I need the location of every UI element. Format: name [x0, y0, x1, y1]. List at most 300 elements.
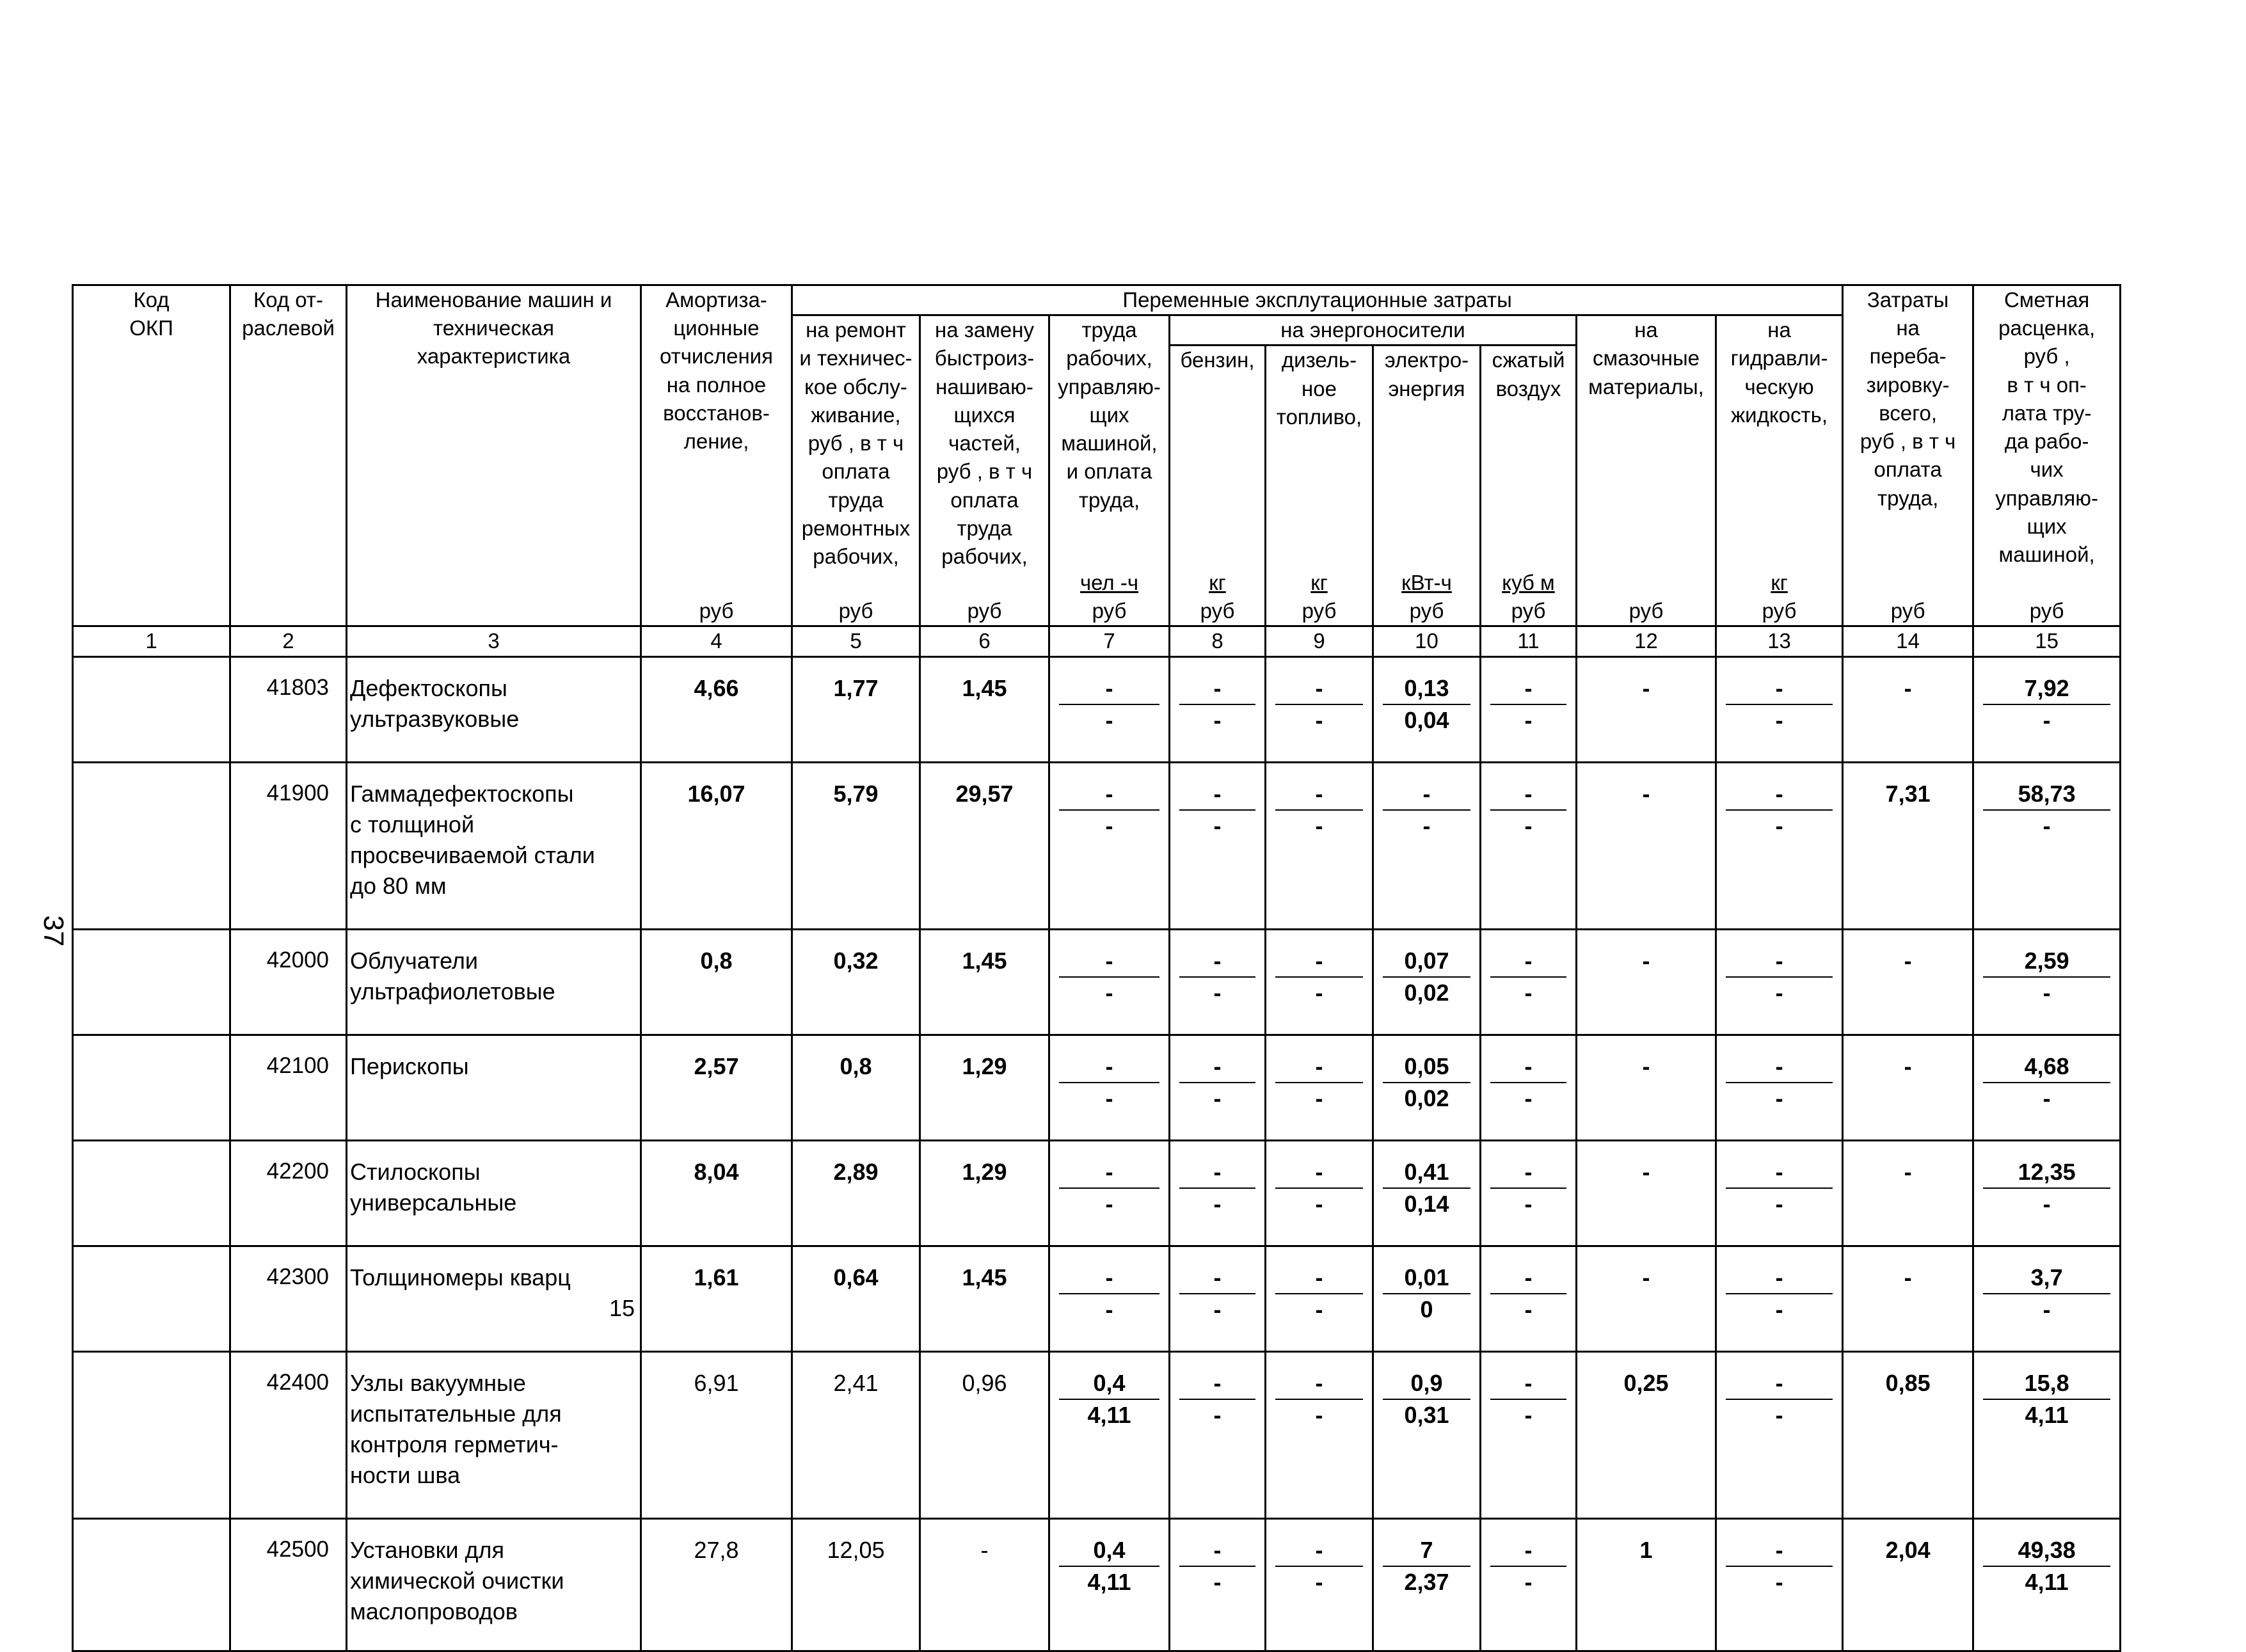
value-main: - [1179, 1157, 1255, 1189]
value-pair [1484, 1051, 1573, 1114]
colnum: 1 [73, 626, 230, 656]
value-pair [1376, 946, 1477, 1008]
header-energy: на энергоносители [1170, 315, 1577, 345]
repair-cell: 5,79 [792, 779, 920, 930]
value-labor: - [1524, 812, 1533, 839]
value-main: - [1275, 1535, 1363, 1567]
labor-cell [1049, 1051, 1170, 1141]
value-pair [1269, 673, 1369, 736]
row-spacer [73, 656, 2121, 673]
value-main: - [1275, 946, 1363, 978]
petrol-cell [1170, 673, 1266, 763]
colnum: 12 [1577, 626, 1716, 656]
estimate-rate-cell [1973, 1262, 2121, 1352]
value-labor: - [1213, 1568, 1222, 1595]
value-pair [1269, 779, 1369, 841]
diesel-cell [1266, 1157, 1373, 1246]
value-main: - [1059, 1051, 1159, 1083]
value-labor: - [1105, 1190, 1113, 1217]
branch-code-cell: 41803 [230, 673, 347, 763]
value-main: 0,41 [1383, 1157, 1470, 1189]
value-pair [1173, 946, 1262, 1008]
value-labor: - [1775, 1401, 1783, 1428]
value-labor: - [1524, 1190, 1533, 1217]
branch-code-cell: 42100 [230, 1051, 347, 1141]
repair-cell: 1,77 [792, 673, 920, 763]
compressed-air-cell [1481, 1262, 1577, 1352]
value-pair [1269, 1262, 1369, 1325]
diesel-cell [1266, 1535, 1373, 1651]
value-pair [1269, 946, 1369, 1008]
value-labor: - [1315, 1568, 1323, 1595]
colnum: 14 [1843, 626, 1973, 656]
lubricants-cell: - [1577, 1051, 1716, 1141]
value-labor: - [1105, 812, 1113, 839]
header-variable-costs: Переменные эксплутационные затраты [792, 285, 1843, 315]
hydraulic-cell [1716, 1368, 1843, 1519]
value-pair [1173, 1535, 1262, 1598]
value-pair [1484, 673, 1573, 736]
value-labor: - [1105, 1296, 1113, 1322]
value-pair [1977, 946, 2117, 1008]
colnum: 6 [920, 626, 1049, 656]
value-labor: 4,11 [1087, 1401, 1131, 1428]
value-pair [1376, 1262, 1477, 1325]
value-main: 0,01 [1383, 1262, 1470, 1294]
value-pair [1053, 673, 1166, 736]
value-pair [1053, 1368, 1166, 1431]
value-labor: - [1315, 1296, 1323, 1322]
value-main: - [1490, 1368, 1566, 1400]
value-main: - [1275, 1051, 1363, 1083]
value-labor: - [1315, 812, 1323, 839]
value-pair [1484, 1157, 1573, 1219]
value-labor: 0,04 [1404, 706, 1449, 733]
value-labor: - [1213, 1401, 1222, 1428]
labor-cell [1049, 673, 1170, 763]
branch-code-cell: 42300 [230, 1262, 347, 1352]
value-labor: - [1315, 1401, 1323, 1428]
row-spacer [73, 1351, 2121, 1368]
amortization-cell: 1,61 [641, 1262, 792, 1352]
value-pair [1977, 1535, 2117, 1598]
value-main: 7,92 [1983, 673, 2110, 705]
okp-code-cell [73, 946, 230, 1035]
rebasing-cell: - [1843, 1157, 1973, 1246]
value-labor: - [2043, 812, 2051, 839]
value-labor: - [1524, 1296, 1533, 1322]
parts-cell: 1,29 [920, 1157, 1049, 1246]
value-main: - [1726, 946, 1833, 978]
compressed-air-cell [1481, 1368, 1577, 1519]
value-pair [1719, 1262, 1839, 1325]
row-spacer [73, 1140, 2121, 1157]
value-labor: - [1315, 979, 1323, 1006]
estimate-rate-cell [1973, 1535, 2121, 1651]
header-electricity: электро- энергия кВт-ч руб [1373, 345, 1481, 626]
value-labor: - [1524, 706, 1533, 733]
value-labor: - [1524, 1568, 1533, 1595]
value-labor: - [1315, 1084, 1323, 1111]
value-pair [1053, 946, 1166, 1008]
header-compressed-air: сжатый воздух куб м руб [1481, 345, 1577, 626]
header-estimate-rate: Сметная расценка, руб , в т ч оп- лата тру- да рабо- чих управляю- щих машиной, руб [1973, 285, 2121, 626]
value-main: - [1179, 673, 1255, 705]
parts-cell: 29,57 [920, 779, 1049, 930]
row-spacer [73, 1035, 2121, 1051]
amortization-cell: 27,8 [641, 1535, 792, 1651]
value-main: - [1179, 946, 1255, 978]
value-pair [1269, 1535, 1369, 1598]
hydraulic-cell [1716, 1262, 1843, 1352]
value-labor: - [2043, 1296, 2051, 1322]
repair-cell: 0,64 [792, 1262, 920, 1352]
value-pair [1719, 673, 1839, 736]
table-row [73, 1262, 2121, 1352]
value-labor: - [1775, 1190, 1783, 1217]
value-pair [1053, 1051, 1166, 1114]
labor-cell [1049, 1262, 1170, 1352]
value-main: - [1726, 1535, 1833, 1567]
value-pair [1173, 1368, 1262, 1431]
value-main: - [1059, 673, 1159, 705]
value-main: - [1490, 673, 1566, 705]
value-pair [1173, 673, 1262, 736]
diesel-cell [1266, 1262, 1373, 1352]
parts-cell: 0,96 [920, 1368, 1049, 1519]
value-labor: - [1105, 1084, 1113, 1111]
petrol-cell [1170, 1051, 1266, 1141]
value-pair [1719, 779, 1839, 841]
value-pair [1484, 1262, 1573, 1325]
value-main: - [1275, 779, 1363, 811]
amortization-cell: 0,8 [641, 946, 792, 1035]
parts-cell: - [920, 1535, 1049, 1651]
repair-cell: 0,32 [792, 946, 920, 1035]
lubricants-cell: - [1577, 1262, 1716, 1352]
value-main: - [1275, 673, 1363, 705]
value-pair [1484, 1368, 1573, 1431]
value-main: - [1179, 1368, 1255, 1400]
value-labor: 0,14 [1404, 1190, 1449, 1217]
colnum: 8 [1170, 626, 1266, 656]
hydraulic-cell [1716, 1051, 1843, 1141]
compressed-air-cell [1481, 1051, 1577, 1141]
petrol-cell [1170, 946, 1266, 1035]
parts-cell: 1,29 [920, 1051, 1049, 1141]
value-pair [1053, 1535, 1166, 1598]
rebasing-cell: - [1843, 673, 1973, 763]
amortization-cell: 2,57 [641, 1051, 792, 1141]
value-main: 7 [1383, 1535, 1470, 1567]
value-main: - [1383, 779, 1470, 811]
table-row [73, 1368, 2121, 1519]
header-branch-code: Код от- раслевой [230, 285, 347, 626]
value-main: 0,05 [1383, 1051, 1470, 1083]
value-pair [1719, 1368, 1839, 1431]
value-main: - [1179, 779, 1255, 811]
diesel-cell [1266, 779, 1373, 930]
branch-code-cell: 42200 [230, 1157, 347, 1246]
machine-name-cell: Перископы [347, 1051, 641, 1141]
machine-name-cell: Установки для химической очистки маслопроводов [347, 1535, 641, 1651]
table-row [73, 1051, 2121, 1141]
petrol-cell [1170, 1157, 1266, 1246]
value-labor: 4,11 [2025, 1568, 2069, 1595]
value-main: 58,73 [1983, 779, 2110, 811]
value-pair [1053, 1157, 1166, 1219]
rebasing-cell: - [1843, 946, 1973, 1035]
value-pair [1977, 1051, 2117, 1114]
value-labor: - [1524, 979, 1533, 1006]
value-labor: - [1105, 979, 1113, 1006]
value-main: - [1726, 1157, 1833, 1189]
header-petrol: бензин, кг руб [1170, 345, 1266, 626]
compressed-air-cell [1481, 1535, 1577, 1651]
compressed-air-cell [1481, 673, 1577, 763]
value-labor: - [1422, 812, 1431, 839]
value-pair [1977, 1157, 2117, 1219]
repair-cell: 0,8 [792, 1051, 920, 1141]
value-labor: - [1213, 979, 1222, 1006]
value-main: - [1726, 673, 1833, 705]
electricity-cell [1373, 779, 1481, 930]
header-hydraulic: на гидравли- ческую жидкость, кг руб [1716, 315, 1843, 626]
value-labor: - [1524, 1401, 1533, 1428]
value-pair [1719, 1051, 1839, 1114]
value-labor: 4,11 [1087, 1568, 1131, 1595]
colnum: 5 [792, 626, 920, 656]
header-diesel: дизель- ное топливо, кг руб [1266, 345, 1373, 626]
machine-name-cell: Толщиномеры кварц 15 [347, 1262, 641, 1352]
branch-code-cell: 42400 [230, 1368, 347, 1519]
hydraulic-cell [1716, 1157, 1843, 1246]
value-main: - [1179, 1262, 1255, 1294]
value-pair [1484, 1535, 1573, 1598]
machine-name-cell: Дефектоскопы ультразвуковые [347, 673, 641, 763]
value-labor: 4,11 [2025, 1401, 2069, 1428]
value-labor: - [1775, 706, 1783, 733]
rebasing-cell: 0,85 [1843, 1368, 1973, 1519]
colnum: 9 [1266, 626, 1373, 656]
value-labor: 0,02 [1404, 1084, 1449, 1111]
value-main: - [1059, 1157, 1159, 1189]
header-machine-name: Наименование машин и техническая характеристика [347, 285, 641, 626]
branch-code-cell: 42000 [230, 946, 347, 1035]
value-labor: - [1213, 706, 1222, 733]
header-lubricants: на смазочные материалы, руб [1577, 315, 1716, 626]
amortization-cell: 16,07 [641, 779, 792, 930]
repair-cell: 2,41 [792, 1368, 920, 1519]
compressed-air-cell [1481, 1157, 1577, 1246]
branch-code-cell: 42500 [230, 1535, 347, 1651]
amortization-cell: 6,91 [641, 1368, 792, 1519]
value-labor: - [1213, 1084, 1222, 1111]
value-labor: 0 [1420, 1296, 1433, 1322]
compressed-air-cell [1481, 946, 1577, 1035]
value-main: - [1490, 1535, 1566, 1567]
header-labor: труда рабочих, управляю- щих машиной, и оплата труда, чел -ч руб [1049, 315, 1170, 626]
header-okp-code: Код ОКП [73, 285, 230, 626]
value-pair [1269, 1157, 1369, 1219]
column-number-row [73, 626, 2121, 656]
value-main: 49,38 [1983, 1535, 2110, 1567]
value-pair [1053, 1262, 1166, 1325]
header-amortization: Амортиза- ционные отчисления на полное восстанов- ление, руб [641, 285, 792, 626]
labor-cell [1049, 946, 1170, 1035]
colnum: 13 [1716, 626, 1843, 656]
value-pair [1173, 1051, 1262, 1114]
machine-name-cell: Узлы вакуумные испытательные для контроля герметич- ности шва [347, 1368, 641, 1519]
value-main: 2,59 [1983, 946, 2110, 978]
repair-cell: 2,89 [792, 1157, 920, 1246]
value-labor: 2,37 [1404, 1568, 1449, 1595]
parts-cell: 1,45 [920, 673, 1049, 763]
value-labor: - [1775, 979, 1783, 1006]
labor-cell [1049, 1157, 1170, 1246]
lubricants-cell: 1 [1577, 1535, 1716, 1651]
value-labor: - [2043, 1084, 2051, 1111]
okp-code-cell [73, 779, 230, 930]
estimate-rate-cell [1973, 1157, 2121, 1246]
value-main: 15,8 [1983, 1368, 2110, 1400]
value-main: 0,07 [1383, 946, 1470, 978]
row-spacer [73, 1518, 2121, 1535]
okp-code-cell [73, 1262, 230, 1352]
row-spacer [73, 762, 2121, 779]
machine-cost-table [72, 284, 2121, 1652]
hydraulic-cell [1716, 673, 1843, 763]
value-pair [1376, 1157, 1477, 1219]
value-labor: - [1775, 1568, 1783, 1595]
colnum: 4 [641, 626, 792, 656]
value-pair [1173, 779, 1262, 841]
lubricants-cell: 0,25 [1577, 1368, 1716, 1519]
diesel-cell [1266, 1368, 1373, 1519]
electricity-cell [1373, 1262, 1481, 1352]
okp-code-cell [73, 673, 230, 763]
table-row [73, 1535, 2121, 1651]
value-pair [1719, 946, 1839, 1008]
value-pair [1376, 779, 1477, 841]
machine-name-cell: Стилоскопы универсальные [347, 1157, 641, 1246]
colnum: 7 [1049, 626, 1170, 656]
value-labor: - [1775, 1084, 1783, 1111]
value-pair [1376, 1535, 1477, 1598]
value-pair [1269, 1051, 1369, 1114]
amortization-cell: 8,04 [641, 1157, 792, 1246]
okp-code-cell [73, 1157, 230, 1246]
amortization-cell: 4,66 [641, 673, 792, 763]
rebasing-cell: - [1843, 1262, 1973, 1352]
value-pair [1719, 1157, 1839, 1219]
value-pair [1173, 1262, 1262, 1325]
value-labor: - [1775, 812, 1783, 839]
value-main: 4,68 [1983, 1051, 2110, 1083]
value-main: - [1275, 1157, 1363, 1189]
hydraulic-cell [1716, 779, 1843, 930]
compressed-air-cell [1481, 779, 1577, 930]
value-pair [1173, 1157, 1262, 1219]
colnum: 15 [1973, 626, 2121, 656]
colnum: 3 [347, 626, 641, 656]
colnum: 2 [230, 626, 347, 656]
header-row [73, 285, 2121, 315]
value-labor: - [1775, 1296, 1783, 1322]
electricity-cell [1373, 1157, 1481, 1246]
hydraulic-cell [1716, 1535, 1843, 1651]
rebasing-cell: 7,31 [1843, 779, 1973, 930]
value-main: - [1490, 1262, 1566, 1294]
table-row [73, 1157, 2121, 1246]
electricity-cell [1373, 1368, 1481, 1519]
hydraulic-cell [1716, 946, 1843, 1035]
okp-code-cell [73, 1535, 230, 1651]
value-labor: - [1315, 1190, 1323, 1217]
parts-cell: 1,45 [920, 1262, 1049, 1352]
value-pair [1376, 673, 1477, 736]
header-rebasing-costs: Затраты на переба- зировку- всего, руб , в т ч оплата труда, руб [1843, 285, 1973, 626]
value-main: 0,4 [1059, 1368, 1159, 1400]
value-main: - [1490, 779, 1566, 811]
table-row [73, 946, 2121, 1035]
labor-cell [1049, 1535, 1170, 1651]
value-labor: - [1105, 706, 1113, 733]
repair-cell: 12,05 [792, 1535, 920, 1651]
value-main: - [1726, 779, 1833, 811]
machine-name-cell: Облучатели ультрафиолетовые [347, 946, 641, 1035]
machine-name-cell: Гаммадефектоскопы с толщиной просвечиваемой стали до 80 мм [347, 779, 641, 930]
estimate-rate-cell [1973, 673, 2121, 763]
value-pair [1376, 1368, 1477, 1431]
value-pair [1977, 779, 2117, 841]
electricity-cell [1373, 946, 1481, 1035]
value-pair [1719, 1535, 1839, 1598]
value-main: - [1275, 1262, 1363, 1294]
value-labor: - [2043, 979, 2051, 1006]
lubricants-cell: - [1577, 1157, 1716, 1246]
value-main: - [1726, 1262, 1833, 1294]
value-pair [1977, 673, 2117, 736]
electricity-cell [1373, 673, 1481, 763]
table-row [73, 673, 2121, 763]
table-row [73, 779, 2121, 930]
value-labor: 0,02 [1404, 979, 1449, 1006]
electricity-cell [1373, 1535, 1481, 1651]
okp-code-cell [73, 1051, 230, 1141]
petrol-cell [1170, 1535, 1266, 1651]
value-labor: - [1213, 1296, 1222, 1322]
okp-code-cell [73, 1368, 230, 1519]
value-pair [1376, 1051, 1477, 1114]
branch-code-cell: 41900 [230, 779, 347, 930]
value-main: - [1179, 1051, 1255, 1083]
labor-cell [1049, 1368, 1170, 1519]
value-main: 0,13 [1383, 673, 1470, 705]
value-main: - [1059, 779, 1159, 811]
value-labor: - [1315, 706, 1323, 733]
estimate-rate-cell [1973, 1051, 2121, 1141]
value-main: 0,9 [1383, 1368, 1470, 1400]
value-labor: - [1213, 812, 1222, 839]
diesel-cell [1266, 673, 1373, 763]
lubricants-cell: - [1577, 946, 1716, 1035]
estimate-rate-cell [1973, 1368, 2121, 1519]
estimate-rate-cell [1973, 946, 2121, 1035]
estimate-rate-cell [1973, 779, 2121, 930]
row-spacer [73, 929, 2121, 946]
value-main: - [1179, 1535, 1255, 1567]
